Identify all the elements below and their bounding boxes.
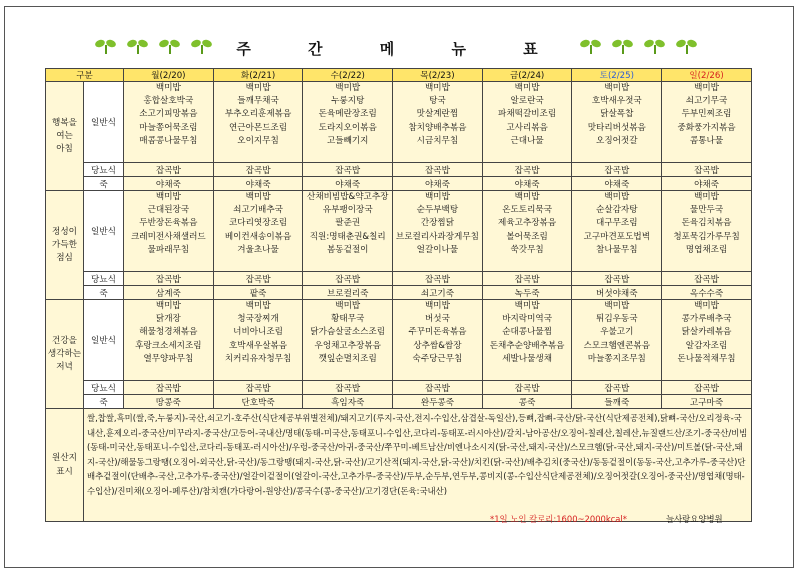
menu-item: 백미밥 [424,301,450,311]
meal-general-row [46,191,752,272]
menu-item: 닭개장 [155,314,181,325]
meal-name [46,191,84,300]
menu-item: 깻잎순멸치조림 [318,353,377,364]
corner-cell: 구분 [46,69,124,82]
general-menu-cell [213,300,303,381]
menu-item: 청국장찌개 [237,314,279,325]
menu-item: 백미밥 [604,301,630,311]
diabetic-menu-cell: 잡곡밥 [124,272,214,286]
menu-item: 백미밥 [604,83,630,93]
porridge-label: 죽 [84,286,124,300]
menu-item: 봄동겉절이 [326,244,369,255]
menu-item: 백미밥 [245,192,271,202]
menu-item: 고구마견포도법벽 [583,231,650,242]
porridge-menu-cell: 완두콩죽 [393,395,483,409]
general-menu-cell [662,191,752,272]
general-menu-cell [482,191,572,272]
menu-item: 쑥갓무침 [510,244,544,255]
porridge-menu-cell: 땅콩죽 [124,395,214,409]
menu-item: 너비아니조림 [233,327,283,338]
menu-item: 순살감자탕 [596,205,638,216]
general-menu-cell [482,82,572,163]
menu-item: 순두부백탕 [416,205,459,216]
general-menu-cell [303,82,393,163]
diabetic-menu-cell: 잡곡밥 [213,272,303,286]
porridge-menu-cell: 야채죽 [124,177,214,191]
menu-item: 연근아몬드조림 [228,122,288,133]
meal-name-line: 건강을 [52,335,77,346]
menu-item: 돈나물적채무침 [677,353,736,364]
general-label: 일반식 [84,82,124,163]
diabetic-menu-cell: 잡곡밥 [393,381,483,395]
menu-item: 얼갈이나물 [416,244,459,255]
porridge-menu-cell: 브로컬리죽 [303,286,393,300]
menu-item: 근대된장국 [147,205,190,216]
menu-item: 닭가슴살굴소스조림 [310,327,386,338]
menu-item: 콩가루배추국 [681,314,732,325]
diabetic-menu-cell: 잡곡밥 [213,381,303,395]
menu-item: 두반장돈육볶음 [139,218,198,229]
porridge-menu-cell: 고구마죽 [662,395,752,409]
meal-name-line: 점심 [56,252,73,263]
meal-porridge-row [46,395,752,409]
porridge-menu-cell: 옥수수죽 [662,286,752,300]
origin-text: 쌀,찹쌀,흑미(쌀,죽,누룽지)-국산,쇠고기-호주산(식단제공부위별전체)/돼지고기(루지-국산,전지-수입산,삼겹살-독일산),등뼈,잡뼈-국산/닭-국산(식단제공전체),닭뼈-국산/오리정육-국내산,훈제오리-중국산/미꾸라지-중국산/고등어-국내산/명태(동태-미국산,동태포니-수입산,코다리-동태포-러시아산)/갈치-남아공산/오징어-칠레산,칠레산,뉴질랜드산/조기-중국산/비빔(동태-미국산,동태포니-수입산,코다리-동태포-러시아산)/우렁-중국산/아귀-중국산/쭈꾸미-베트남산/비엔나소시지(닭-국산,돼지-국산)/스모크햄(닭-국산,돼지-국산)/미트볼(닭-국산,돼지-국산)/해물동그랑땡(오징어-외국산,닭-국산)/동그랑땡(돼지-국산,닭-국산)/고기산적(돼지-국산,닭-국산)/치킨(닭-국산)/배추김치(중국산)/동동겉절이(동동-국산,고추가루-중국산)단배추겉절이(단배추-국산,고추가루-중국산)/얼갈이겉절이(얼갈이-국산,고추가루-중국산)/두부,순두부,연두부,콩비지(콩-수입산식단제공전체)/오징어젓갈(오징어-중국산)/명엽채(명태-수입산)/진미채(오징어-페루산)/참치캔(가다랑어-원양산)/콩국수(콩-중국산)/고기경단(돈육:국내산) [84,409,752,522]
diabetic-menu-cell: 잡곡밥 [662,381,752,395]
diabetic-menu-cell: 잡곡밥 [482,381,572,395]
menu-item: 백미밥 [155,301,181,311]
menu-item: 백미밥 [424,83,450,93]
meal-general-row [46,82,752,163]
menu-item: 돈육메란장조림 [318,109,377,120]
diabetic-menu-cell: 잡곡밥 [124,381,214,395]
menu-item: 참치양배추볶음 [408,122,467,133]
general-menu-cell [572,82,662,163]
menu-item: 쇠고기무국 [685,96,728,107]
menu-item: 도라지오이볶음 [318,122,377,133]
menu-item: 팔준권 [335,218,361,229]
menu-item: 겨울초나물 [237,244,279,255]
day-header: 수(2/22) [303,69,393,82]
menu-item: 직원:명태춘권&칠리 [309,231,386,242]
menu-item: 온도토리묵국 [502,205,553,216]
general-menu-cell [303,191,393,272]
general-menu-cell [213,82,303,163]
menu-item: 세발나물생채 [502,353,553,364]
menu-item: 튀김우동국 [596,314,638,325]
menu-item: 해물청경채볶음 [139,327,198,338]
menu-item: 파채떡갈비조림 [498,109,557,120]
general-menu-cell [124,82,214,163]
menu-item: 고사리볶음 [506,122,548,133]
menu-item: 주꾸미돈육볶음 [408,327,467,338]
diabetic-menu-cell: 잡곡밥 [303,163,393,177]
menu-item: 탕국 [429,96,446,107]
diabetic-label: 당뇨식 [84,163,124,177]
menu-item: 코다리엿장조림 [228,218,288,229]
general-menu-cell [662,82,752,163]
porridge-menu-cell: 녹두죽 [482,286,572,300]
menu-item: 알감자조림 [685,340,728,351]
general-menu-cell [393,300,483,381]
general-label: 일반식 [84,191,124,272]
menu-item: 돈육김치볶음 [681,218,732,229]
diabetic-menu-cell: 잡곡밥 [572,163,662,177]
general-menu-cell [213,191,303,272]
general-menu-cell [393,191,483,272]
general-menu-cell [124,191,214,272]
menu-item: 고들빼기지 [326,135,369,146]
calorie-note: *1일 노인 칼로리:1600~2000kcal* [490,514,627,524]
meal-diabetic-row [46,163,752,177]
menu-item: 맛살계란찜 [416,109,459,120]
menu-item: 돈채추순양배추볶음 [489,340,565,351]
menu-item: 백미밥 [694,192,719,202]
porridge-menu-cell: 야채죽 [662,177,752,191]
porridge-label: 죽 [84,177,124,191]
menu-item: 백미밥 [514,301,540,311]
porridge-menu-cell: 단호박죽 [213,395,303,409]
menu-item: 치커리유자청무침 [224,353,292,364]
menu-item: 크레미전사채샐러드 [131,231,206,242]
menu-item: 백미밥 [694,301,719,311]
menu-item: 명엽채조림 [685,244,728,255]
menu-item: 백미밥 [155,192,181,202]
porridge-menu-cell: 야채죽 [213,177,303,191]
general-menu-cell [303,300,393,381]
menu-item: 물파래무침 [147,244,190,255]
day-header: 목(2/23) [393,69,483,82]
menu-item: 백미밥 [245,83,271,93]
menu-item: 유부팽이장국 [322,205,373,216]
menu-item: 베이컨새송이볶음 [224,231,292,242]
general-menu-cell [572,191,662,272]
menu-item: 백미밥 [245,301,271,311]
header-row [46,69,752,82]
meal-diabetic-row [46,272,752,286]
diabetic-menu-cell: 잡곡밥 [572,381,662,395]
menu-item: 황태무국 [331,314,365,325]
diabetic-menu-cell: 잡곡밥 [662,272,752,286]
menu-item: 닭살폭찹 [600,109,634,120]
day-header: 금(2/24) [482,69,572,82]
menu-item: 후랑크소세지조림 [135,340,202,351]
meal-name-line: 행복을 [52,117,77,128]
porridge-menu-cell: 들깨죽 [572,395,662,409]
menu-item: 상추쌈&쌈장 [413,340,462,351]
menu-item: 스모크햄엔콘볶음 [583,340,650,351]
menu-item: 호박새우젓국 [591,96,642,107]
diabetic-menu-cell: 잡곡밥 [482,163,572,177]
porridge-menu-cell: 삼계죽 [124,286,214,300]
diabetic-menu-cell: 잡곡밥 [393,272,483,286]
menu-item: 오이지무침 [237,135,279,146]
menu-item: 물만두국 [689,205,724,216]
menu-item: 대구무조림 [596,218,638,229]
menu-item: 백미밥 [335,83,361,93]
diabetic-menu-cell: 잡곡밥 [213,163,303,177]
diabetic-label: 당뇨식 [84,381,124,395]
menu-item: 쇠고기배추국 [233,205,283,216]
menu-item: 마늘쫑어묵조림 [139,122,198,133]
origin-label-line: 표시 [56,467,73,477]
meal-diabetic-row [46,381,752,395]
meal-name-line: 생각하는 [47,348,82,359]
menu-item: 볼어묵조림 [506,231,548,242]
menu-item: 간장찜닭 [420,218,455,229]
day-header: 토(2/25) [572,69,662,82]
diabetic-menu-cell: 잡곡밥 [572,272,662,286]
meal-name-line: 아침 [56,143,73,154]
page-title: 주 간 메 뉴 표 [236,40,564,58]
general-label: 일반식 [84,300,124,381]
porridge-menu-cell: 야채죽 [572,177,662,191]
menu-item: 백미밥 [694,83,719,93]
meal-name [46,82,84,191]
porridge-menu-cell: 버섯야채죽 [572,286,662,300]
menu-item: 백미밥 [514,192,540,202]
meal-name-line: 정성이 [52,226,77,237]
meal-name-line: 여는 [56,130,73,141]
menu-item: 알로란국 [510,96,544,107]
meal-porridge-row [46,286,752,300]
menu-item: 바지락미역국 [502,314,553,325]
porridge-menu-cell: 콩죽 [482,395,572,409]
menu-item: 버섯국 [424,314,450,325]
menu-item: 들깨무채국 [237,96,279,107]
diabetic-menu-cell: 잡곡밥 [124,163,214,177]
meal-name-line: 저녁 [56,361,73,372]
menu-item: 오징어젓갈 [596,135,638,146]
diabetic-label: 당뇨식 [84,272,124,286]
menu-item: 호박새우살볶음 [228,340,288,351]
day-header: 화(2/21) [213,69,303,82]
menu-item: 청포묵김가루무침 [673,231,740,242]
menu-item: 숙주당근무침 [412,353,463,364]
menu-item: 맛타리버섯볶음 [587,122,646,133]
diabetic-menu-cell: 잡곡밥 [662,163,752,177]
menu-item: 우엉채고추장볶음 [314,340,381,351]
menu-item: 마늘쫑지조무침 [587,353,646,364]
weekly-menu-table [45,68,752,522]
menu-item: 소고기피망볶음 [139,109,198,120]
general-menu-cell [124,300,214,381]
diabetic-menu-cell: 잡곡밥 [303,381,393,395]
day-header: 일(2/26) [662,69,752,82]
porridge-menu-cell: 야채죽 [393,177,483,191]
day-header: 월(2/20) [124,69,214,82]
menu-item: 두부민찌조림 [681,109,732,120]
meal-name-line: 가득한 [52,239,77,250]
menu-item: 홍합살호박국 [143,96,194,107]
menu-item: 우불고기 [600,327,634,338]
menu-item: 제육고추장볶음 [498,218,557,229]
menu-item: 부추오리훈제볶음 [224,109,292,120]
menu-item: 중화풍가지볶음 [677,122,736,133]
menu-item: 백미밥 [335,301,361,311]
origin-label [46,409,84,522]
meal-name [46,300,84,409]
porridge-menu-cell: 팥죽 [213,286,303,300]
menu-item: 시금치무침 [416,135,459,146]
facility-name: 늘사랑요양병원 [666,514,723,524]
general-menu-cell [393,82,483,163]
menu-item: 산채비빔밥&약고추장 [307,192,389,202]
porridge-menu-cell: 야채죽 [303,177,393,191]
diabetic-menu-cell: 잡곡밥 [393,163,483,177]
menu-item: 백미밥 [604,192,630,202]
menu-item: 브로컬리사과장게무침 [395,231,479,242]
diabetic-menu-cell: 잡곡밥 [482,272,572,286]
menu-item: 근대나물 [510,135,544,146]
origin-row [46,409,752,522]
menu-item: 참나물무침 [596,244,638,255]
porridge-menu-cell: 흑임자죽 [303,395,393,409]
menu-item: 누룽지탕 [331,96,365,107]
porridge-label: 죽 [84,395,124,409]
menu-item: 순대콩나물찜 [502,327,553,338]
general-menu-cell [482,300,572,381]
menu-item: 백미밥 [514,83,540,93]
porridge-menu-cell: 야채죽 [482,177,572,191]
meal-porridge-row [46,177,752,191]
general-menu-cell [572,300,662,381]
meal-general-row [46,300,752,381]
menu-item: 콤통나물 [689,135,724,146]
menu-item: 백미밥 [424,192,450,202]
menu-item: 백미밥 [155,83,181,93]
menu-item: 매콤콩나물무침 [139,135,198,146]
menu-item: 닭살카레볶음 [681,327,732,338]
porridge-menu-cell: 쇠고기죽 [393,286,483,300]
diabetic-menu-cell: 잡곡밥 [303,272,393,286]
menu-item: 열무양파무침 [143,353,194,364]
general-menu-cell [662,300,752,381]
origin-label-line: 원산지 [52,453,77,463]
